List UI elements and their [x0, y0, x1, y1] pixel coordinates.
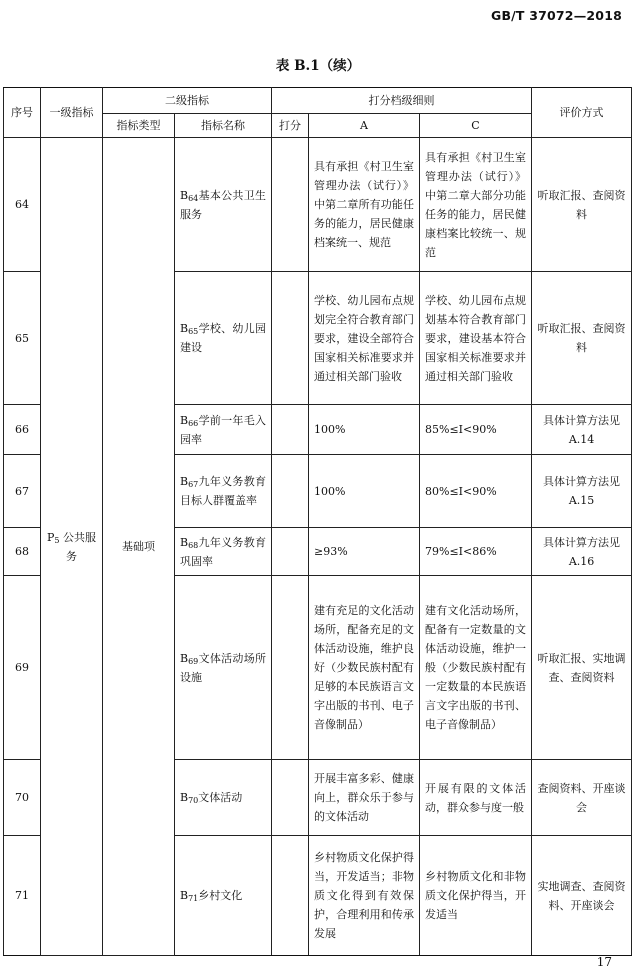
table-title: 表 B.1（续）	[275, 58, 361, 74]
indicator-name: $B_{66}$学前一年毛入园率	[175, 405, 272, 455]
indicator-name: $B_{69}$文体活动场所设施	[175, 576, 272, 760]
row-seq: 68	[4, 528, 41, 576]
row-seq: 67	[4, 455, 41, 528]
col-scoring-header: 打分档级细则	[272, 88, 532, 114]
grade-c-text: 乡村物质文化和非物质文化保护得当，开发适当	[420, 836, 532, 956]
evaluation-method: 具体计算方法见 A.14	[532, 405, 632, 455]
evaluation-method: 听取汇报、查阅资料	[532, 138, 632, 272]
grade-a-text: 乡村物质文化保护得当，开发适当；非物质文化得到有效保护，合理利用和传承发展	[309, 836, 420, 956]
row-seq: 66	[4, 405, 41, 455]
indicator-name: $B_{71}$乡村文化	[175, 836, 272, 956]
grade-a-text: 100%	[309, 405, 420, 455]
grade-c-text: 建有文化活动场所，配备有一定数量的文体活动设施，维护一般（少数民族村配有一定数量的本民族语言文字出版的书刊、电子音像制品）	[420, 576, 532, 760]
row-seq: 69	[4, 576, 41, 760]
col-level2-header: 二级指标	[103, 88, 272, 114]
score-cell	[272, 138, 309, 272]
score-cell	[272, 272, 309, 405]
row-seq: 71	[4, 836, 41, 956]
col-type-header: 指标类型	[103, 114, 175, 138]
score-cell	[272, 836, 309, 956]
col-score-header: 打分	[272, 114, 309, 138]
score-cell	[272, 576, 309, 760]
score-cell	[272, 455, 309, 528]
row-seq: 65	[4, 272, 41, 405]
grade-c-text: 80%≤I<90%	[420, 455, 532, 528]
grade-c-text: 具有承担《村卫生室管理办法（试行）》中第二章大部分功能任务的能力，居民健康档案比较统一、规范	[420, 138, 532, 272]
grade-c-text: 学校、幼儿园布点规划基本符合教育部门要求，建设基本符合国家相关标准要求并通过相关部门验收	[420, 272, 532, 405]
grade-a-text: 建有充足的文化活动场所，配备充足的文体活动设施，维护良好（少数民族村配有足够的本民族语言文字出版的书刊、电子音像制品）	[309, 576, 420, 760]
grade-a-text: 开展丰富多彩、健康向上，群众乐于参与的文体活动	[309, 760, 420, 836]
evaluation-method: 听取汇报、实地调查、查阅资料	[532, 576, 632, 760]
indicator-name: $B_{65}$学校、幼儿园建设	[175, 272, 272, 405]
col-level1-header: 一级指标	[41, 88, 103, 138]
score-cell	[272, 405, 309, 455]
col-name-header: 指标名称	[175, 114, 272, 138]
grade-c-text: 79%≤I<86%	[420, 528, 532, 576]
col-grade-c-header: C	[420, 114, 532, 138]
indicator-name: $B_{67}$九年义务教育目标人群覆盖率	[175, 455, 272, 528]
score-cell	[272, 528, 309, 576]
evaluation-method: 具体计算方法见 A.15	[532, 455, 632, 528]
page-number: 17	[596, 955, 612, 969]
col-eval-header: 评价方式	[532, 88, 632, 138]
col-grade-a-header: A	[309, 114, 420, 138]
grade-a-text: 100%	[309, 455, 420, 528]
grade-a-text: 学校、幼儿园布点规划完全符合教育部门要求，建设全部符合国家相关标准要求并通过相关部门验收	[309, 272, 420, 405]
level1-cell: $P_5$ 公共服务	[41, 138, 103, 956]
evaluation-method: 实地调查、查阅资料、开座谈会	[532, 836, 632, 956]
score-cell	[272, 760, 309, 836]
col-seq-header: 序号	[4, 88, 41, 138]
indicator-type-cell: 基础项	[103, 138, 175, 956]
grade-c-text: 85%≤I<90%	[420, 405, 532, 455]
indicator-name: $B_{70}$文体活动	[175, 760, 272, 836]
grade-c-text: 开展有限的文体活动，群众参与度一般	[420, 760, 532, 836]
evaluation-method: 具体计算方法见 A.16	[532, 528, 632, 576]
evaluation-method: 听取汇报、查阅资料	[532, 272, 632, 405]
evaluation-table	[3, 87, 632, 956]
standard-code: GB/T 37072—2018	[490, 8, 622, 23]
grade-a-text: 具有承担《村卫生室管理办法（试行）》中第二章所有功能任务的能力，居民健康档案统一、规范	[309, 138, 420, 272]
indicator-name: $B_{64}$基本公共卫生服务	[175, 138, 272, 272]
indicator-name: $B_{68}$九年义务教育巩固率	[175, 528, 272, 576]
row-seq: 70	[4, 760, 41, 836]
evaluation-method: 查阅资料、开座谈会	[532, 760, 632, 836]
row-seq: 64	[4, 138, 41, 272]
grade-a-text: ≥93%	[309, 528, 420, 576]
table-row	[4, 138, 632, 272]
